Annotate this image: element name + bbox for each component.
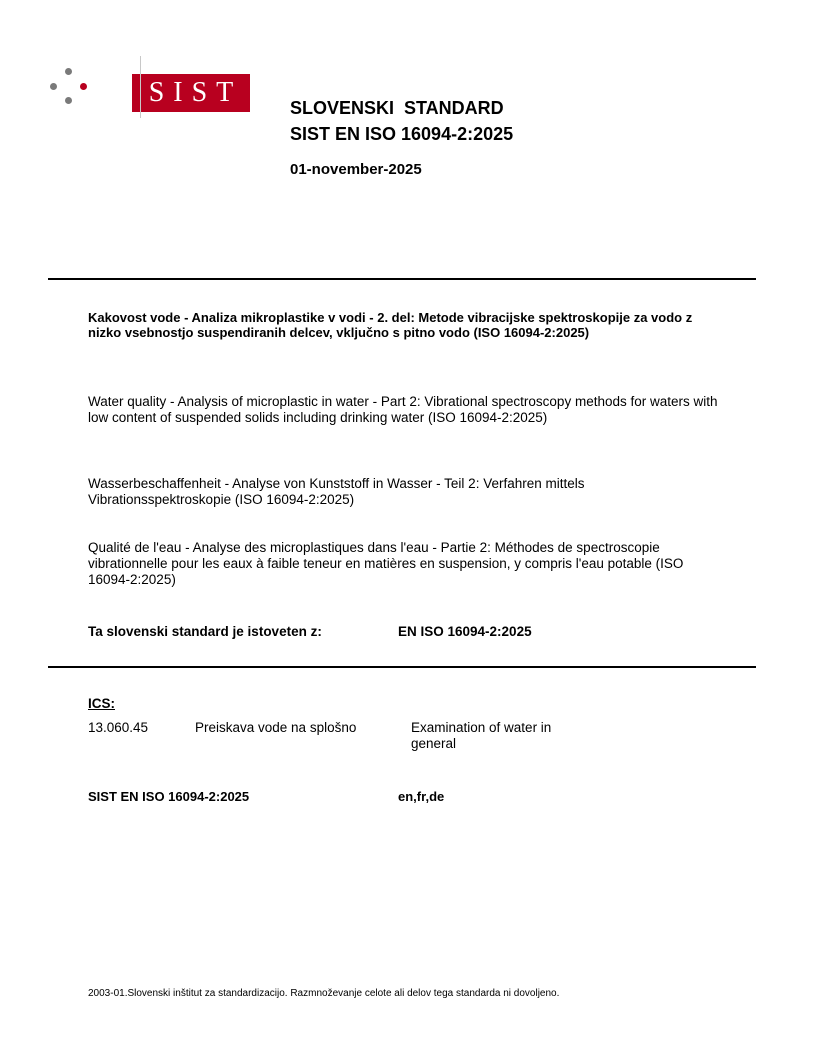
top-divider [48, 278, 756, 280]
standard-number: SIST EN ISO 16094-2:2025 [290, 124, 514, 144]
logo-box [132, 74, 250, 112]
standard-header [290, 95, 513, 147]
title-english: Water quality - Analysis of microplastic in water - Part 2: Vibrational spectroscopy methods for waters with low content of suspended solids including drinking water (ISO 16094-2:2025) [88, 394, 718, 425]
logo-dot [65, 97, 72, 104]
publication-date: 01-november-2025 [290, 161, 422, 178]
copyright-footer: 2003-01.Slovenski inštitut za standardizacijo. Razmnoževanje celote ali delov tega standarda ni dovoljeno. [88, 988, 560, 999]
title-slovenian: Kakovost vode - Analiza mikroplastike v vodi - 2. del: Metode vibracijske spektroskopije za vodo z nizko vsebnostjo suspendiranih delcev, vključno s pitno vodo (ISO 16094-2:2025) [88, 310, 693, 340]
logo-dot-red [80, 83, 87, 90]
standard-type: SLOVENSKI STANDARD [290, 98, 504, 118]
logo-dot [50, 83, 57, 90]
identical-label: Ta slovenski standard je istoveten z: [88, 624, 322, 639]
logo-dot [65, 68, 72, 75]
logo-divider [140, 56, 141, 118]
identical-value: EN ISO 16094-2:2025 [398, 624, 532, 639]
bottom-divider [48, 666, 756, 668]
ics-description-en: Examination of water in general [411, 720, 552, 751]
ics-description-si: Preiskava vode na splošno [195, 720, 357, 735]
ics-label: ICS: [88, 696, 115, 711]
reference-languages: en,fr,de [398, 789, 445, 804]
sist-logo [44, 56, 243, 120]
logo-text: SIST [148, 77, 243, 108]
reference-id: SIST EN ISO 16094-2:2025 [88, 789, 250, 804]
title-french: Qualité de l'eau - Analyse des microplastiques dans l'eau - Partie 2: Méthodes de spectroscopie vibrationnelle pour les eaux à faible teneur en matières en suspension, y compris l'eau potable (ISO 16094-2:2025) [88, 540, 684, 587]
ics-code: 13.060.45 [88, 720, 149, 735]
title-german: Wasserbeschaffenheit - Analyse von Kunststoff in Wasser - Teil 2: Verfahren mittels Vibrationsspektroskopie (ISO 16094-2:2025) [88, 476, 585, 507]
